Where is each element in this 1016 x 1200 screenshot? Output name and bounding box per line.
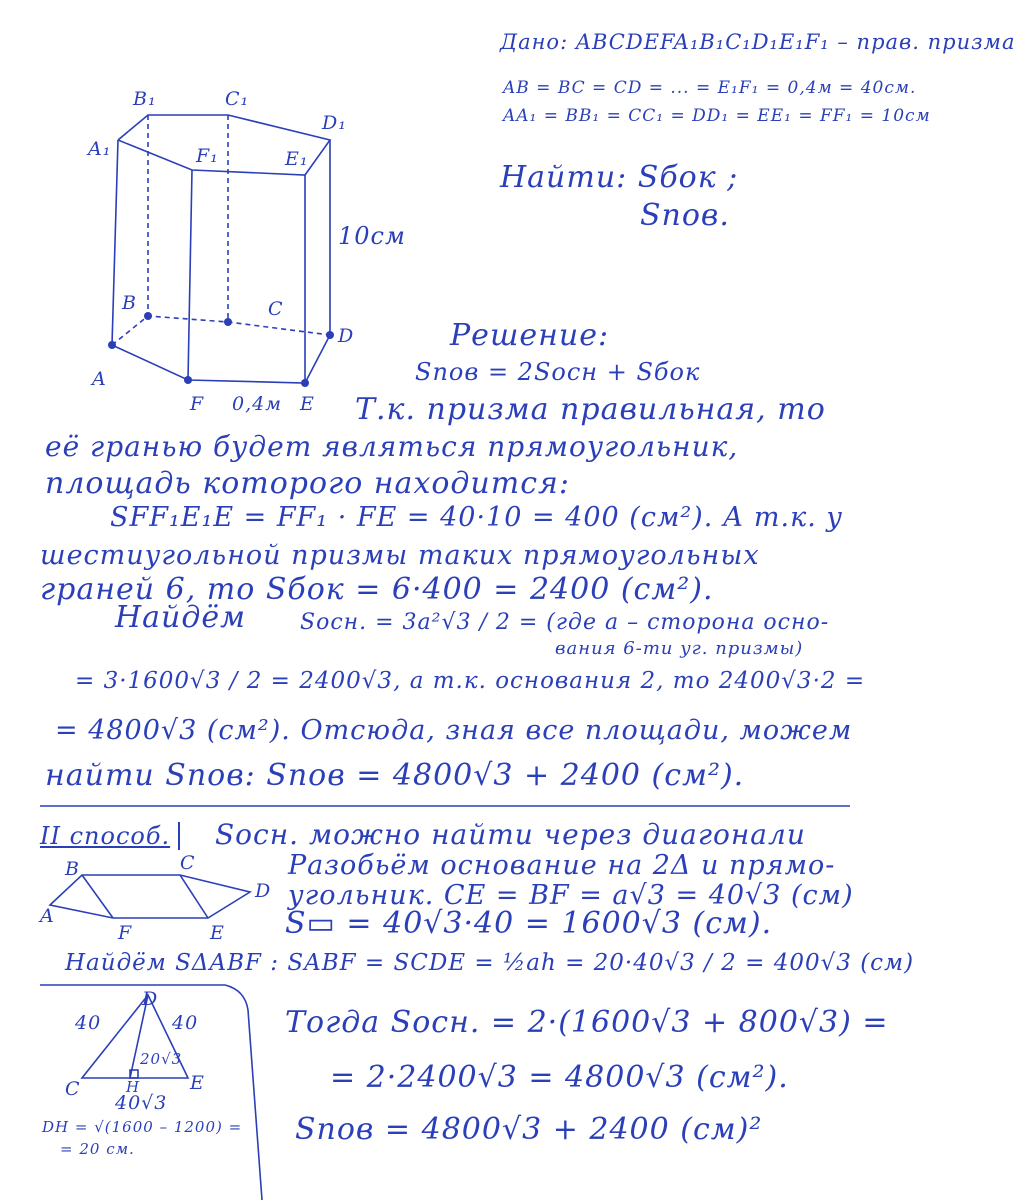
tri-dh-2: = 20 см. [60,1140,135,1158]
given-line-3: AA₁ = BB₁ = CC₁ = DD₁ = EE₁ = FF₁ = 10см [503,106,931,126]
method2-tag: II способ. [40,822,180,850]
tri-inner: 20√3 [140,1050,183,1068]
solution-line-8: вания 6-ти уг. призмы) [555,638,804,659]
given-line-2: AB = BC = CD = ... = E₁F₁ = 0,4м = 40см. [503,78,917,98]
solution-line-9: = 3·1600√3 / 2 = 2400√3, а т.к. основания 2, то 2400√3·2 = [75,668,866,694]
method2-line-2: Разобьём основание на 2Δ и прямо- [288,850,836,881]
label-b1: B₁ [133,88,157,110]
tri-label-d: D [142,988,159,1010]
hexagon-figure [50,875,250,918]
solution-line-2: её гранью будет являться прямоугольник, [45,430,739,463]
label-b: B [122,292,137,314]
tri-label-e: E [190,1072,205,1094]
tri-side-right: 40 [172,1012,199,1034]
prism-vertices [108,312,334,387]
solution-line-7a: Найдём [115,600,247,635]
label-c: C [268,298,284,320]
hex-label-c: C [180,852,196,874]
solution-line-1: Т.к. призма правильная, то [355,392,826,427]
label-f: F [190,393,205,415]
tri-base: 40√3 [115,1092,168,1114]
label-d: D [338,325,355,347]
side-label: 0,4м [232,393,282,415]
label-f1: F₁ [196,145,219,167]
hex-label-a: A [40,905,55,927]
method2-line-3: угольник. CE = BF = a√3 = 40√3 (см) [288,880,854,911]
solution-line-6: граней 6, то Sбок = 6·400 = 2400 (см²). [40,572,714,607]
label-d1: D₁ [322,112,347,134]
find-line-1: Найти: Sбок ; [500,160,739,195]
solution-line-5: шестиугольной призмы таких прямоугольных [40,540,760,571]
label-a1: A₁ [88,138,112,160]
solution-formula: Sпов = 2Sосн + Sбок [415,358,701,386]
label-e: E [300,393,315,415]
tri-dh-1: DH = √(1600 – 1200) = [42,1118,243,1136]
method2-line-6: Тогда Sосн. = 2·(1600√3 + 800√3) = [285,1005,889,1040]
hex-label-b: B [65,858,80,880]
method2-line-7: = 2·2400√3 = 4800√3 (см²). [330,1060,789,1095]
label-e1: E₁ [285,148,309,170]
solution-line-11: найти Sпов: Sпов = 4800√3 + 2400 (см²). [45,758,745,793]
method2-line-5: Найдём SΔABF : SABF = SCDE = ½ah = 20·40√3 / 2 = 400√3 (см) [65,950,915,976]
find-line-2: Sпов. [640,198,730,233]
solution-line-3: площадь которого находится: [45,466,570,501]
solution-line-7b: Sосн. = 3a²√3 / 2 = (где a – сторона осно- [300,610,830,635]
hex-label-f: F [118,922,133,944]
hex-label-d: D [255,880,272,902]
hex-label-e: E [210,922,225,944]
method2-line-1: Sосн. можно найти через диагонали [215,818,806,851]
label-c1: C₁ [225,88,250,110]
label-a: A [92,368,107,390]
tri-side-left: 40 [75,1012,102,1034]
solution-line-4: SFF₁E₁E = FF₁ · FE = 40·10 = 400 (см²). А т.к. у [110,502,844,533]
height-label: 10см [338,222,406,250]
method2-line-4: S▭ = 40√3·40 = 1600√3 (см). [285,906,773,941]
solution-title: Решение: [450,318,610,353]
tri-label-c: C [65,1078,81,1100]
tri-label-h: H [126,1078,141,1096]
method2-line-8: Sпов = 4800√3 + 2400 (см)² [295,1112,763,1147]
solution-line-10: = 4800√3 (см²). Отсюда, зная все площади, можем [55,715,853,746]
given-line-1: Дано: ABCDEFA₁B₁C₁D₁E₁F₁ – прав. призма [500,30,1016,54]
